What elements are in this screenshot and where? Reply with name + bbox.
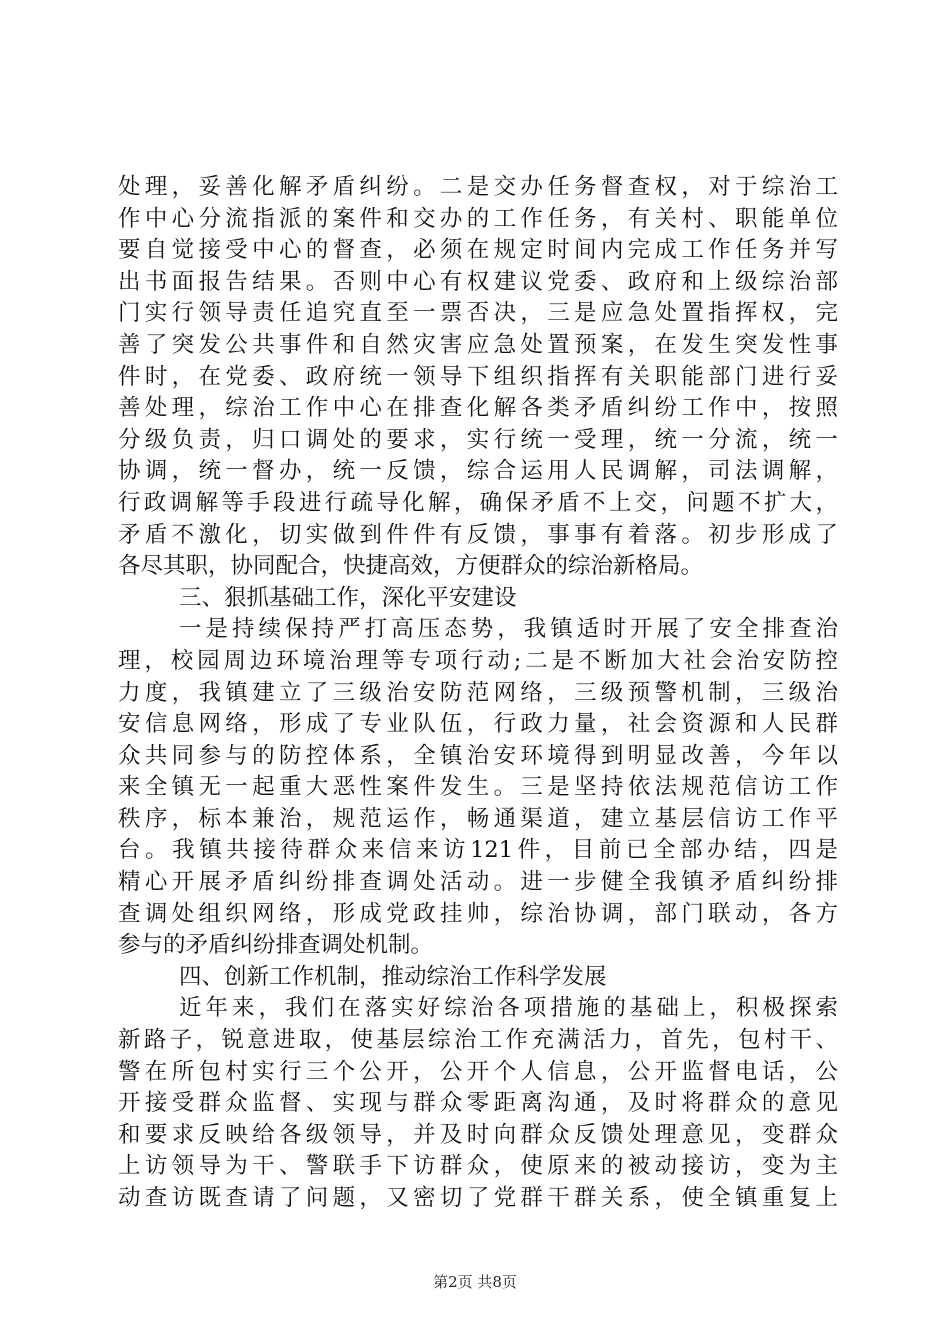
paragraph-first-line: 近年来，我们在落实好综治各项措施的基础上，积极探索 bbox=[179, 995, 838, 1022]
text-line: 精心开展矛盾纠纷排查调处活动。进一步健全我镇矛盾纠纷排 bbox=[118, 869, 838, 896]
text-line: 力度，我镇建立了三级治安防范网络，三级预警机制，三级治 bbox=[118, 679, 838, 706]
section-heading: 三、狠抓基础工作，深化平安建设 bbox=[179, 584, 517, 611]
text-line: 警在所包村实行三个公开，公开个人信息，公开监督电话，公 bbox=[118, 1058, 838, 1085]
text-line: 出书面报告结果。否则中心有权建议党委、政府和上级综治部 bbox=[118, 268, 838, 295]
text-line: 动查访既查请了问题，又密切了党群干群关系，使全镇重复上 bbox=[118, 1185, 838, 1211]
text-line: 要自觉接受中心的督查，必须在规定时间内完成工作任务并写 bbox=[118, 237, 838, 264]
text-line: 开接受群众监督、实现与群众零距离沟通，及时将群众的意见 bbox=[118, 1090, 838, 1117]
text-line: 处理，妥善化解矛盾纠纷。二是交办任务督查权，对于综治工 bbox=[118, 174, 838, 200]
text-line: 门实行领导责任追究直至一票否决，三是应急处置指挥权，完 bbox=[118, 300, 838, 327]
text-line: 件时，在党委、政府统一领导下组织指挥有关职能部门进行妥 bbox=[118, 363, 838, 390]
text-line: 和要求反映给各级领导，并及时向群众反馈处理意见，变群众 bbox=[118, 1121, 838, 1148]
text-line: 理，校园周边环境治理等专项行动;二是不断加大社会治安防控 bbox=[118, 647, 838, 674]
text-line: 安信息网络，形成了专业队伍，行政力量，社会资源和人民群 bbox=[118, 711, 838, 738]
text-line: 善了突发公共事件和自然灾害应急处置预案，在发生突发性事 bbox=[118, 331, 838, 358]
text-line: 新路子，锐意进取，使基层综治工作充满活力，首先，包村干、 bbox=[118, 1027, 838, 1054]
text-line: 分级负责，归口调处的要求，实行统一受理，统一分流，统一 bbox=[118, 426, 838, 453]
paragraph-first-line: 一是持续保持严打高压态势，我镇适时开展了安全排查治 bbox=[179, 616, 838, 643]
section-heading: 四、创新工作机制，推动综治工作科学发展 bbox=[179, 963, 607, 990]
paragraph-last-line: 各尽其职，协同配合，快捷高效，方便群众的综治新格局。 bbox=[118, 553, 704, 580]
text-line: 秩序，标本兼治，规范运作，畅通渠道，建立基层信访工作平 bbox=[118, 805, 838, 832]
text-line: 善处理，综治工作中心在排查化解各类矛盾纠纷工作中，按照 bbox=[118, 395, 838, 422]
text-line: 众共同参与的防控体系，全镇治安环境得到明显改善，今年以 bbox=[118, 742, 838, 769]
text-line: 矛盾不激化，切实做到件件有反馈，事事有着落。初步形成了 bbox=[118, 521, 838, 548]
body-text bbox=[118, 172, 838, 1215]
text-line: 来全镇无一起重大恶性案件发生。三是坚持依法规范信访工作 bbox=[118, 774, 838, 801]
text-line: 上访领导为干、警联手下访群众，使原来的被动接访，变为主 bbox=[118, 1153, 838, 1180]
page-indicator: 第2页 共8页 bbox=[433, 1273, 517, 1291]
text-line: 行政调解等手段进行疏导化解，确保矛盾不上交，问题不扩大， bbox=[118, 489, 838, 516]
text-line: 台。我镇共接待群众来信来访121件，目前已全部办结，四是 bbox=[118, 837, 838, 864]
text-line: 协调，统一督办，统一反馈，综合运用人民调解，司法调解， bbox=[118, 458, 838, 485]
text-line: 作中心分流指派的案件和交办的工作任务，有关村、职能单位 bbox=[118, 205, 838, 232]
paragraph-last-line: 参与的矛盾纠纷排查调处机制。 bbox=[118, 932, 434, 959]
text-line: 查调处组织网络，形成党政挂帅，综治协调，部门联动，各方 bbox=[118, 900, 838, 927]
